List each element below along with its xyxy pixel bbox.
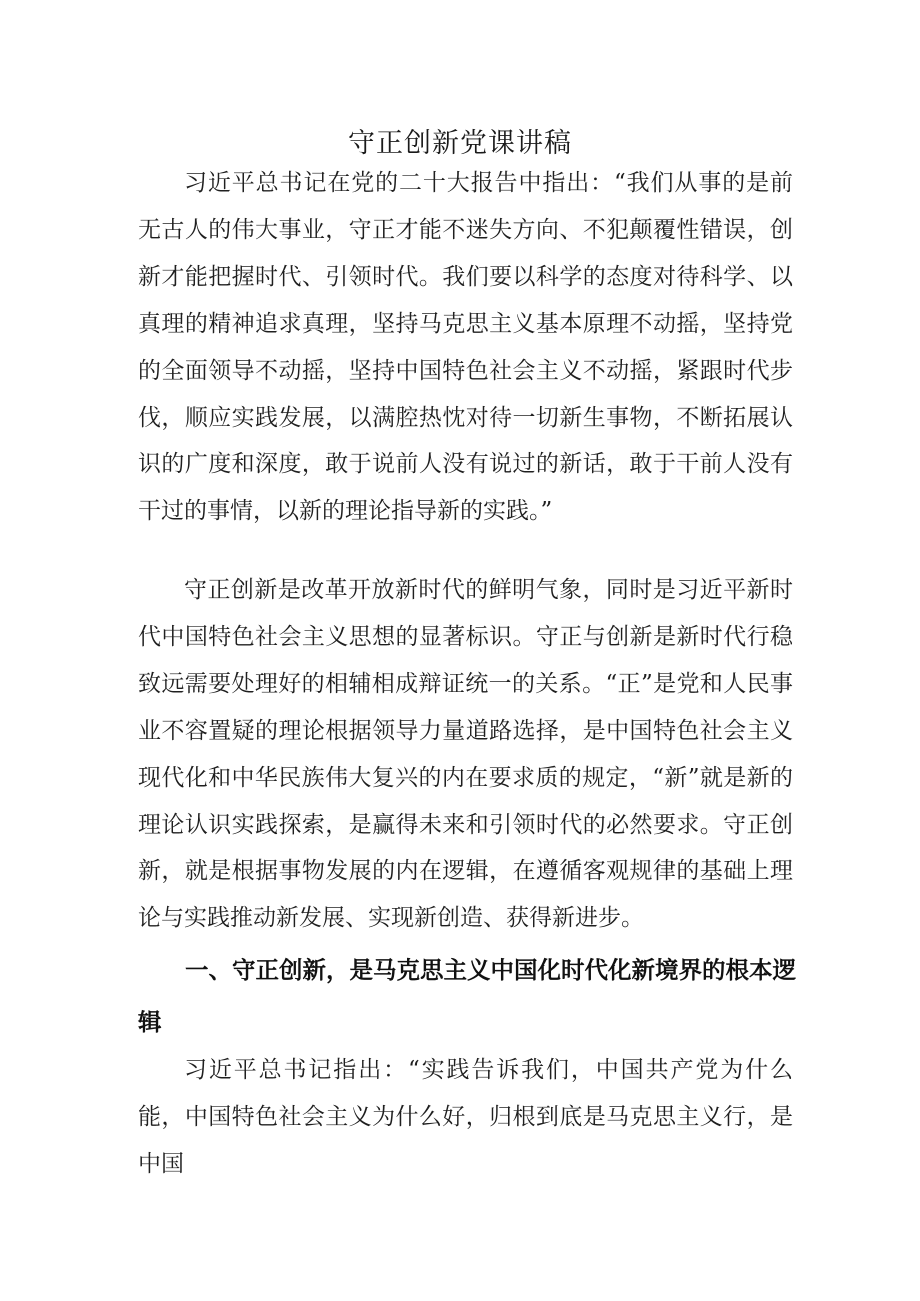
document-title: 守正创新党课讲稿 xyxy=(348,128,572,159)
paragraph-2: 守正创新是改革开放新时代的鲜明气象，同时是习近平新时代中国特色社会主义思想的显著标识。守正与创新是新时代行稳致远需要处理好的相辅相成辩证统一的关系。“正”是党和人民事业不容置疑的理论根据领导力量道路选择，是中国特色社会主义现代化和中华民族伟大复兴的内在要求质的规定，“新”就是新的理论认识实践探索，是赢得未来和引领时代的必然要求。守正创新，就是根据事物发展的内在逻辑，在遵循客观规律的基础上理论与实践推动新发展、实现新创造、获得新进步。 xyxy=(138,577,793,932)
section-heading: 一、守正创新，是马克思主义中国化时代化新境界的根本逻辑 xyxy=(138,956,796,1036)
paragraph-3: 习近平总书记指出：“实践告诉我们，中国共产党为什么能，中国特色社会主义为什么好，归根到底是马克思主义行，是中国 xyxy=(138,1057,793,1177)
paragraph-1: 习近平总书记在党的二十大报告中指出：“我们从事的是前无古人的伟大事业，守正才能不迷失方向、不犯颠覆性错误，创新才能把握时代、引领时代。我们要以科学的态度对待科学、以真理的精神追求真理，坚持马克思主义基本原理不动摇，坚持党的全面领导不动摇，坚持中国特色社会主义不动摇，紧跟时代步伐，顺应实践发展，以满腔热忱对待一切新生事物，不断拓展认识的广度和深度，敢于说前人没有说过的新话，敢于干前人没有干过的事情，以新的理论指导新的实践。” xyxy=(138,170,793,525)
